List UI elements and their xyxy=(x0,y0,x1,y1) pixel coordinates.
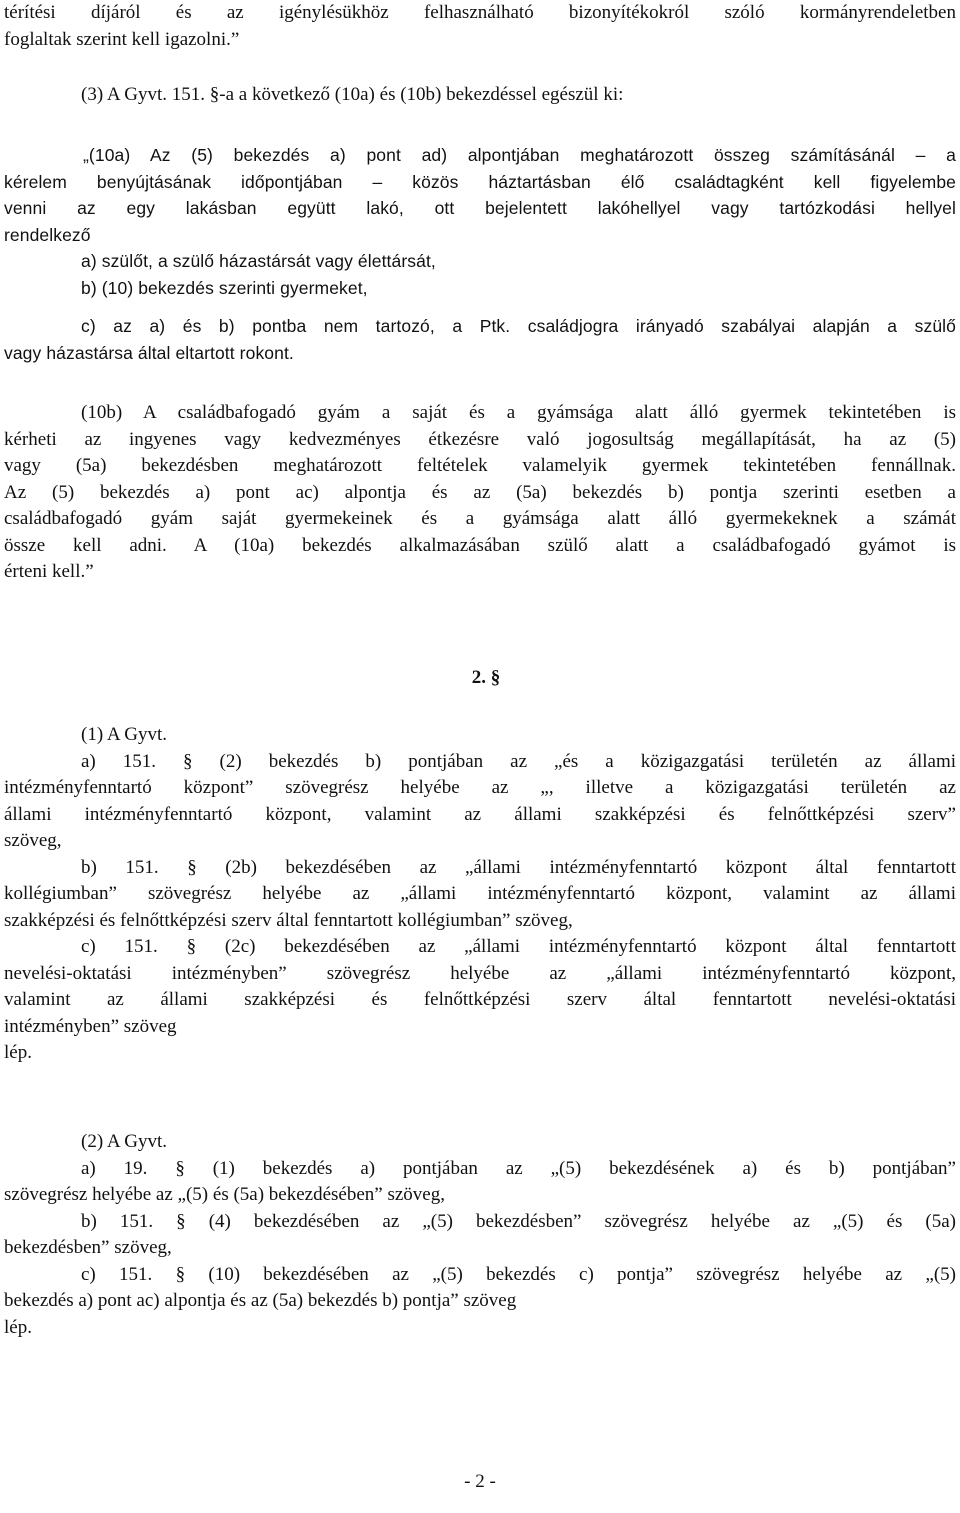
list-item-a: a) szülőt, a szülő házastársát vagy élettársát, xyxy=(81,251,436,271)
paragraph-1a-line-2: intézményfenntartó központ” szövegrész helyébe az „, illetve a közigazgatási területén az xyxy=(4,777,956,798)
paragraph-1b-line-3: szakképzési és felnőttképzési szerv által fenntartott kollégiumban” szöveg, xyxy=(4,909,573,931)
list-item-c-line-2: vagy házastársa által eltartott rokont. xyxy=(4,342,294,363)
list-item-c xyxy=(4,313,956,340)
paragraph-1b-line-1: b) 151. § (2b) bekezdésében az „állami intézményfenntartó központ által fenntartott xyxy=(81,856,956,878)
paragraph-10b-line-1: (10b) A családbafogadó gyám a saját és a gyámsága alatt álló gyermek tekintetében is xyxy=(81,402,956,423)
paragraph-2c-line-2: bekezdés a) pont ac) alpontja és az (5a) bekezdés b) pontja” szöveg xyxy=(4,1290,517,1311)
section2-paragraph-2 xyxy=(4,1129,956,1341)
paragraph-10b-line-7: érteni kell.” xyxy=(4,561,94,582)
paragraph-10a-line-3: venni az egy lakásban együtt lakó, ott bejelentett lakóhellyel vagy tartózkodási hellyel xyxy=(4,198,956,218)
paragraph-1a-line-4: szöveg, xyxy=(4,830,62,851)
paragraph-3-text: (3) A Gyvt. 151. §-a a következő (10a) és (10b) bekezdéssel egészül ki: xyxy=(81,84,624,105)
paragraph-2-end: lép. xyxy=(4,1316,32,1338)
paragraph-10b-line-5: családbafogadó gyám saját gyermekeinek és a gyámsága alatt álló gyermekeknek a számát xyxy=(4,508,956,529)
intro-line-2: foglaltak szerint kell igazolni.” xyxy=(4,28,240,50)
paragraph-10a xyxy=(4,142,956,301)
paragraph-10b-line-6: össze kell adni. A (10a) bekezdés alkalmazásában szülő alatt a családbafogadó gyámot is xyxy=(4,534,956,556)
paragraph-10a-line-4: rendelkező xyxy=(4,224,91,245)
paragraph-10b xyxy=(4,400,956,586)
paragraph-2b-line-2: bekezdésben” szöveg, xyxy=(4,1237,172,1258)
list-item-c-block xyxy=(4,313,956,366)
paragraph-10b-line-2: kérheti az ingyenes vagy kedvezményes étkezésre való jogosultság megállapítását, ha az (5) xyxy=(4,428,956,450)
intro-line-1: térítési díjáról és az igénylésükhöz felhasználható bizonyítékokról szóló kormányrendeletben xyxy=(4,2,956,23)
list-item-c-text: c) az a) és b) pontba nem tartozó, a Ptk. családjogra irányadó szabályai alapján a szülő xyxy=(81,316,956,336)
paragraph-1b-line-2: kollégiumban” szövegrész helyébe az „állami intézményfenntartó központ, valamint az állami xyxy=(4,883,956,904)
paragraph-1a-line-1: a) 151. § (2) bekezdés b) pontjában az „és a közigazgatási területén az állami xyxy=(81,750,956,772)
paragraph-2b-line-1: b) 151. § (4) bekezdésében az „(5) bekezdésben” szövegrész helyébe az „(5) és (5a) xyxy=(81,1210,956,1232)
list-item-b: b) (10) bekezdés szerinti gyermeket, xyxy=(81,277,368,298)
section2-paragraph-1 xyxy=(4,722,956,1067)
paragraph-3 xyxy=(4,82,956,109)
paragraph-10b-line-4: Az (5) bekezdés a) pont ac) alpontja és az (5a) bekezdés b) pontja szerinti esetben a xyxy=(4,481,956,503)
paragraph-1c-line-4: intézményben” szöveg xyxy=(4,1015,177,1037)
paragraph-1-head: (1) A Gyvt. xyxy=(81,724,168,745)
paragraph-1a-line-3: állami intézményfenntartó központ, valamint az állami szakképzési és felnőttképzési szerv” xyxy=(4,803,956,825)
paragraph-2c-line-1: c) 151. § (10) bekezdésében az „(5) bekezdés c) pontja” szövegrész helyébe az „(5) xyxy=(81,1263,956,1285)
paragraph-2a-line-1: a) 19. § (1) bekezdés a) pontjában az „(5) bekezdésének a) és b) pontjában” xyxy=(81,1157,956,1179)
paragraph-2-head: (2) A Gyvt. xyxy=(81,1131,168,1152)
paragraph-10b-line-3: vagy (5a) bekezdésben meghatározott feltételek valamelyik gyermek tekintetében fennállnak. xyxy=(4,455,956,476)
paragraph-2a-line-2: szövegrész helyébe az „(5) és (5a) bekezdésében” szöveg, xyxy=(4,1184,445,1205)
paragraph-1-end: lép. xyxy=(4,1042,32,1063)
paragraph-10a-line-1: „(10a) Az (5) bekezdés a) pont ad) alpontjában meghatározott összeg számításánál – a xyxy=(83,145,956,165)
page-number: - 2 - xyxy=(464,1471,496,1492)
paragraph-10a-line-2: kérelem benyújtásának időpontjában – közös háztartásban élő családtagként kell figyelembe xyxy=(4,171,956,192)
paragraph-1c-line-3: valamint az állami szakképzési és felnőttképzési szerv által fenntartott nevelési-oktatási xyxy=(4,989,956,1010)
section-number: 2. § xyxy=(471,667,501,688)
intro-block xyxy=(4,0,956,53)
paragraph-1c-line-1: c) 151. § (2c) bekezdésében az „állami intézményfenntartó központ által fenntartott xyxy=(81,936,956,957)
paragraph-1c-line-2: nevelési-oktatási intézményben” szövegrész helyébe az „állami intézményfenntartó központ, xyxy=(4,962,956,984)
